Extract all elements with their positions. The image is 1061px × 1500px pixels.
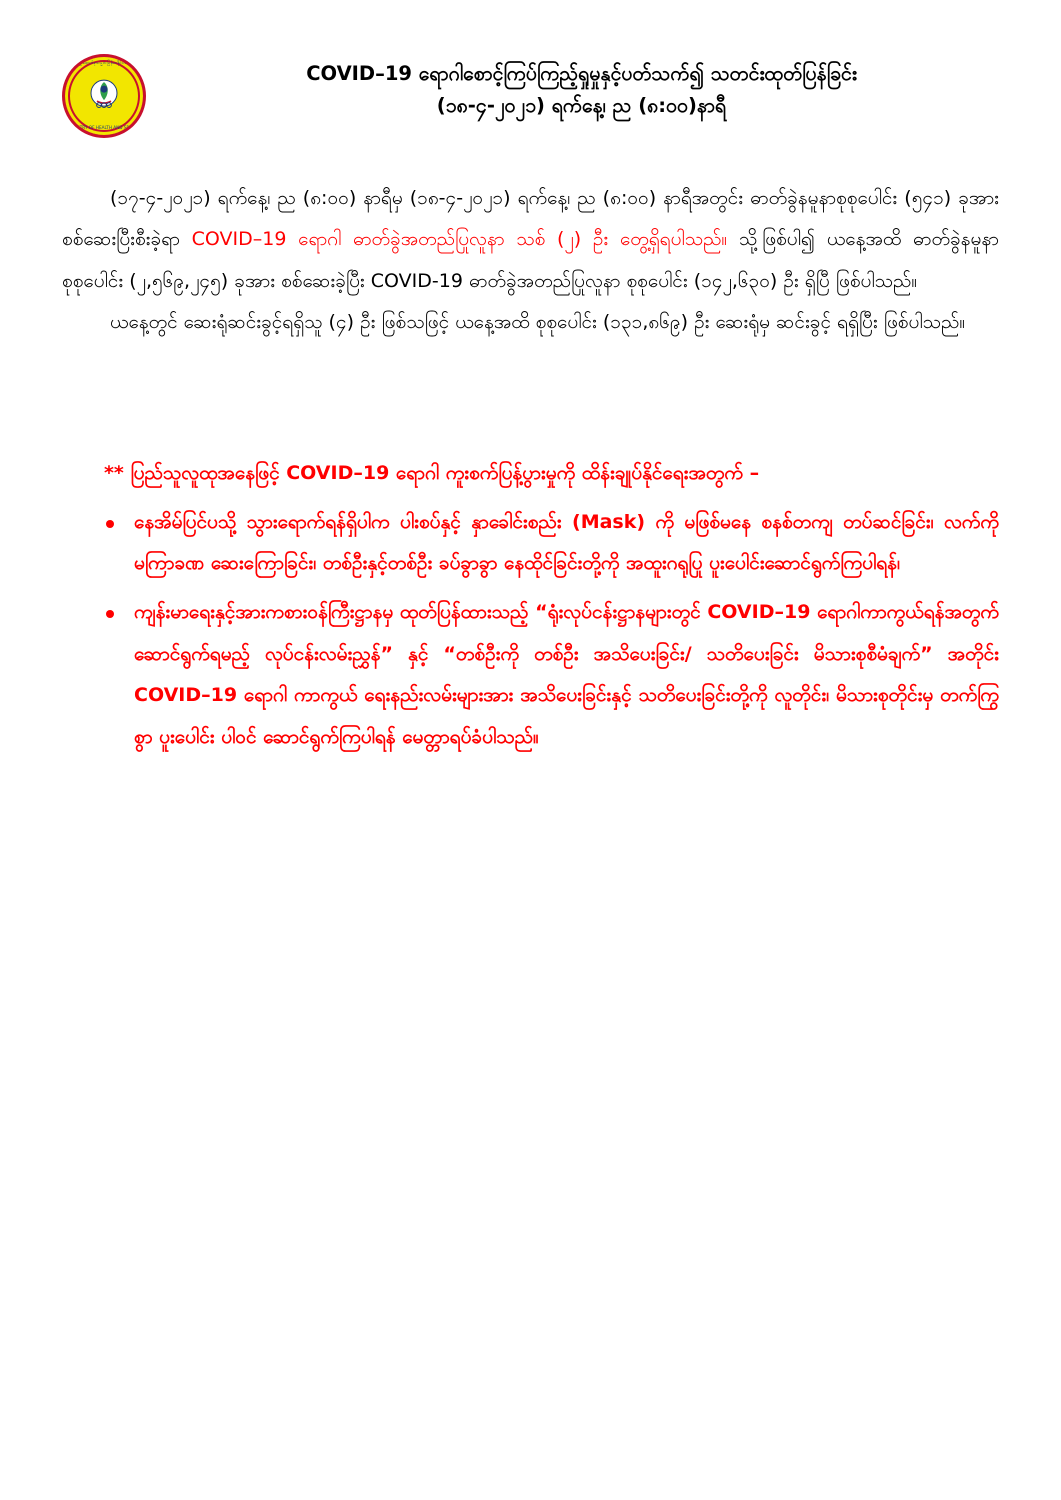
seal-bottom-text: MINISTRY OF HEALTH AND SPORTS <box>67 124 141 130</box>
list-item: ကျန်းမာရေးနှင့်အားကစားဝန်ကြီးဋ္ဌာနမှ ထုတ်ပြန်ထားသည့် “ရုံးလုပ်ငန်းဋ္ဌာနများတွင် COVID–19 ရောဂါကာကွယ်ရန်အတွက် ဆောင်ရွက်ရမည့် လုပ်ငန်းလမ်းညွှန်” နှင့် “တစ်ဦးကို တစ်ဦး အသိပေးခြင်း/ သတိပေးခြင်း မိသားစုစီမံချက်” အတိုင်း COVID–19 ရောဂါ ကာကွယ် ရေးနည်းလမ်းများအား အသိပေးခြင်းနှင့် သတိပေးခြင်းတို့ကို လူတိုင်း၊ မိသားစုတိုင်းမှ တက်ကြွစွာ ပူးပေါင်း ပါဝင် ဆောင်ရွက်ကြပါရန် မေတ္တာရပ်ခံပါသည်။ <box>62 592 999 758</box>
paragraph-1-text-a: (၁၇-၄-၂၀၂၁) ရက်နေ့၊ ည (၈:၀၀) နာရီမှ (၁၈-၄-၂၀၂၁) ရက်နေ့၊ ည (၈:၀၀) နာရီအတွင်း ဓာတ်ခွဲနမူနာစုစုပေါင်း (၅၄၁) ခုအား စစ်ဆေးပြီးစီးခဲ့ရာ <box>62 187 999 251</box>
document-title <box>164 54 999 121</box>
paragraph-1-text-b: သို့ဖြစ်ပါ၍ ယနေ့အထိ ဓာတ်ခွဲနမူနာ စုစုပေါင်း (၂,၅၆၉,၂၄၅) ခုအား စစ်ဆေးခဲ့ပြီး COVID-19 ဓာတ်ခွဲအတည်ပြုလူနာ စုစုပေါင်း (၁၄၂,၆၃၀) ဦး ရှိပြီ ဖြစ်ပါသည်။ <box>62 228 999 292</box>
seal-top-text: ပြည်ထောင်စုသမ္မတမြန်မာနိုင်ငံတော် <box>75 60 133 65</box>
title-line-2: (၁၈-၄-၂၀၂၁) ရက်နေ့၊ ည (၈:၀၀)နာရီ <box>436 93 727 117</box>
title-line-1: COVID–19 ရောဂါစောင့်ကြပ်ကြည့်ရှုမှုနှင့်ပတ်သက်၍ သတင်းထုတ်ပြန်ခြင်း <box>306 62 857 85</box>
ministry-seal-icon <box>62 54 146 138</box>
list-item: နေအိမ်ပြင်ပသို့ သွားရောက်ရန်ရှိပါက ပါးစပ်နှင့် နှာခေါင်းစည်း (Mask) ကို မဖြစ်မနေ စနစ်တကျ တပ်ဆင်ခြင်း၊ လက်ကို မကြာခဏ ဆေးကြောခြင်း၊ တစ်ဦးနှင့်တစ်ဦး ခပ်ခွာခွာ နေထိုင်ခြင်းတို့ကို အထူးဂရုပြု ပူးပေါင်းဆောင်ရွက်ကြပါရန်၊ <box>62 502 999 585</box>
seal-emblem-icon <box>82 73 126 117</box>
notice-bullet-list <box>62 502 999 758</box>
document-body <box>62 178 999 344</box>
paragraph-2: ယနေ့တွင် ဆေးရုံဆင်းခွင့်ရရှိသူ (၄) ဦး ဖြစ်သဖြင့် ယနေ့အထိ စုစုပေါင်း (၁၃၁,၈၆၉) ဦး ဆေးရုံမှ ဆင်းခွင့် ရရှိပြီး ဖြစ်ပါသည်။ <box>110 311 966 334</box>
body-spacer <box>62 344 999 454</box>
document-header <box>62 54 999 138</box>
paragraph-1 <box>62 178 999 302</box>
notice-heading: ** ပြည်သူလူထုအနေဖြင့် COVID–19 ရောဂါ ကူးစက်ပြန့်ပွားမှုကို ထိန်းချုပ်နိုင်ရေးအတွက် – <box>104 461 760 484</box>
paragraph-1-highlight: COVID–19 ရောဂါ ဓာတ်ခွဲအတည်ပြုလူနာ သစ် (၂) ဦး တွေ့ရှိရပါသည်။ <box>191 228 728 251</box>
